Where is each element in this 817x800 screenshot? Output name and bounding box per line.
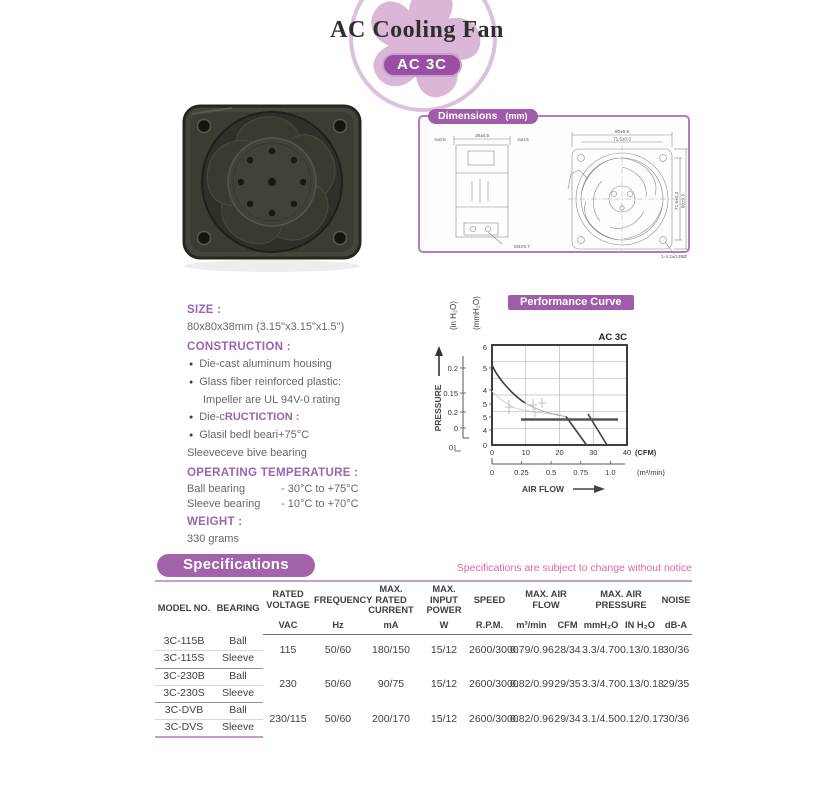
m3min-tick: 1.0 (605, 468, 616, 477)
product-details (187, 298, 437, 550)
mm-h2o-tick: 5 (482, 364, 487, 373)
specifications-note: Specifications are subject to change without notice (456, 562, 692, 574)
artifact-gray: Die-c (199, 411, 225, 424)
dim-side-screw: M4X0.7 (514, 244, 530, 249)
mm-h2o-tick: 5 (482, 413, 487, 422)
operating-row (187, 483, 437, 495)
cfm-cell: 29/34 (554, 712, 581, 725)
dim-side-right: 4±0.5 (517, 137, 529, 142)
voltage-cell: 230 (279, 678, 297, 691)
current-cell: 180/150 (372, 644, 410, 657)
unit-inh2o: IN H₂O (620, 618, 660, 634)
col-header-frequency: FREQUENCY (313, 581, 363, 618)
bearing-cell: Ball (213, 634, 263, 651)
pressure-axis-label: PRESSURE (433, 384, 443, 432)
noise-cell: 30/36 (662, 644, 690, 657)
unit-mmh2o: mmH₂O (582, 618, 620, 634)
cfm-tick: 20 (555, 448, 564, 457)
mm-h2o-tick: 5 (482, 400, 487, 409)
cfm-cell: 28/34 (554, 644, 581, 657)
cfm-tick: 40 (622, 448, 632, 457)
mm-h2o-tick: 4 (482, 386, 487, 395)
dim-front-outer-w: 80±0.5 (614, 129, 630, 134)
power-cell: 15/12 (430, 678, 458, 691)
unit-dba: dB-A (660, 618, 692, 634)
artifact-purple: RUCTICTION : (224, 411, 300, 424)
noise-cell: 30/36 (662, 712, 690, 725)
power-cell: 15/12 (430, 644, 458, 657)
dim-front-outer-h: 80±0.5 (680, 193, 686, 209)
m3min-tick: 0 (489, 468, 495, 477)
unit-cfm: CFM (553, 618, 582, 634)
bearing-type: Sleeve bearing (187, 497, 261, 510)
temperature-range: - 30°C to +75°C (281, 482, 359, 495)
speed-cell: 2600/3000 (469, 678, 519, 691)
unit-vac: VAC (263, 618, 313, 634)
performance-curve-chart (425, 288, 695, 503)
model-cell: 3C-115S (155, 651, 213, 668)
bearing-cell: Sleeve (213, 651, 263, 668)
speed-cell: 2600/3000 (469, 712, 519, 725)
dim-front-holes: 1-4.2±0.35Ø (661, 254, 687, 259)
inh2o-cell: 0.13/0.18 (620, 678, 664, 691)
header-row (155, 581, 692, 618)
m3min-cell: 0.82/0.96 (510, 712, 554, 725)
unit-hz: Hz (313, 618, 363, 634)
dimensions-panel (418, 110, 690, 259)
size-heading: SIZE : (187, 304, 222, 316)
table-row (155, 668, 692, 685)
performance-curve-badge: Performance Curve (508, 295, 634, 310)
voltage-cell: 115 (279, 644, 297, 657)
ghost-curve (492, 391, 561, 415)
voltage-cell: 230/115 (269, 712, 307, 725)
m3min-unit-label: (m³/min) (637, 468, 665, 477)
chart-model-label: AC 3C (598, 332, 627, 343)
inh2o-cell: 0.13/0.18 (620, 644, 664, 657)
dimensions-drawing (422, 123, 688, 259)
construction-item-text: Die-cast aluminum housing (199, 357, 332, 370)
inh2o-cell: 0.12/0.17 (620, 712, 664, 725)
pq-curve-dark (492, 365, 525, 403)
cfm-tick: 30 (589, 448, 598, 457)
col-header-pressure: MAX. AIR PRESSURE (582, 581, 660, 618)
bearing-cell: Ball (213, 702, 263, 719)
unit-in-h2o: (in H₂O) (449, 301, 458, 330)
airflow-axis-label: AIR FLOW (521, 484, 565, 494)
specifications-badge: Specifications (157, 554, 315, 577)
in-h2o-tick: 0 (453, 424, 458, 433)
m3min-cell: 0.82/0.99 (510, 678, 554, 691)
construction-note: Impeller are UL 94V-0 rating (203, 393, 341, 406)
in-h2o-tick: 0.2 (447, 364, 458, 373)
model-cell: 3C-115B (155, 634, 213, 651)
artifact-text (199, 410, 299, 425)
power-cell: 15/12 (430, 712, 458, 725)
col-header-speed: SPEED (469, 581, 510, 618)
construction-item (187, 375, 437, 390)
dimensions-unit: (mm) (505, 111, 528, 121)
m3min-tick: 0.75 (573, 468, 589, 477)
bearing-cell: Sleeve (213, 719, 263, 737)
in-h2o-tick: 0.2 (447, 408, 458, 417)
col-header-bearing: BEARING (213, 581, 263, 634)
mm-h2o-tick: 0 (482, 441, 487, 450)
bearing-cell: Ball (213, 668, 263, 685)
col-header-noise: NOISE (660, 581, 692, 618)
dim-front-inner-h: 71.5±0.3 (674, 192, 679, 210)
col-header-voltage: RATED VOLTAGE (263, 581, 313, 618)
fan-logo-icon (323, 0, 523, 100)
current-cell: 200/170 (372, 712, 410, 725)
bullet-icon: ● (189, 360, 194, 368)
col-header-airflow: MAX. AIR FLOW (510, 581, 582, 618)
scan-artifact-line: Sleeveceve bive bearing (187, 447, 307, 460)
page-title: AC Cooling Fan (330, 17, 504, 43)
scan-artifact-line (187, 410, 437, 425)
mmh2o-cell: 3.3/4.70 (582, 644, 620, 657)
unit-rpm: R.P.M. (469, 618, 510, 634)
current-cell: 90/75 (377, 678, 405, 691)
model-cell: 3C-230B (155, 668, 213, 685)
m3min-tick: 0.25 (514, 468, 529, 477)
unit-m3min: m³/min (510, 618, 553, 634)
bullet-icon: ● (189, 432, 194, 440)
scan-artifact-line (187, 428, 437, 443)
model-badge: AC 3C (382, 53, 462, 77)
bullet-icon: ● (189, 414, 194, 422)
unit-w: W (419, 618, 469, 634)
unit-ma: mA (363, 618, 419, 634)
specifications-table (155, 580, 692, 738)
table-row (155, 634, 692, 651)
col-header-model: MODEL NO. (155, 581, 213, 634)
dim-side-left: 4±0.5 (434, 137, 446, 142)
unit-mm-h2o: (mmH₂O) (472, 296, 481, 330)
frequency-cell: 50/60 (324, 678, 352, 691)
size-value: 80x80x38mm (3.15"x3.15"x1.5") (187, 321, 345, 333)
table-row (155, 702, 692, 719)
cfm-cell: 29/35 (554, 678, 581, 691)
bullet-icon: ● (189, 378, 194, 386)
mmh2o-cell: 3.1/4.50 (582, 712, 620, 725)
cfm-unit-label: (CFM) (635, 448, 657, 457)
mm-h2o-tick: 6 (482, 343, 487, 352)
mmh2o-cell: 3.3/4.70 (582, 678, 620, 691)
bearing-type: Ball bearing (187, 482, 246, 495)
dim-front-inner-w: 71.5±0.3 (613, 136, 631, 142)
model-cell: 3C-230S (155, 685, 213, 702)
artifact-text: Glasil bedl beari+75°C (199, 429, 310, 442)
cfm-tick: 10 (521, 448, 530, 457)
bearing-cell: Sleeve (213, 685, 263, 702)
construction-heading: CONSTRUCTION : (187, 340, 291, 353)
col-header-power: MAX. INPUT POWER (419, 581, 469, 618)
dimensions-label: Dimensions (438, 110, 498, 122)
fan-product-photo (172, 96, 372, 274)
speed-cell: 2600/3000 (469, 644, 519, 657)
model-cell: 3C-DVB (155, 702, 213, 719)
performance-curve-panel (425, 288, 695, 508)
weight-heading: WEIGHT : (187, 515, 243, 528)
dim-side-top: 38±0.5 (474, 133, 490, 138)
dimensions-badge (428, 109, 538, 124)
temperature-range: - 10°C to +70°C (281, 497, 359, 510)
weight-value: 330 grams (187, 532, 239, 545)
operating-heading: OPERATING TEMPERATURE : (187, 466, 359, 479)
noise-cell: 29/35 (662, 678, 690, 691)
operating-row (187, 498, 437, 510)
model-cell: 3C-DVS (155, 719, 213, 737)
in-h2o-tick: 0.15 (443, 389, 458, 398)
frequency-cell: 50/60 (324, 712, 352, 725)
mm-h2o-tick: 4 (482, 426, 487, 435)
cfm-tick: 0 (489, 448, 495, 457)
in-h2o-tick: 0 (448, 443, 453, 452)
frequency-cell: 50/60 (324, 644, 352, 657)
construction-item-text: Glass fiber reinforced plastic: (199, 375, 342, 388)
m3min-cell: 0.79/0.96 (510, 644, 554, 657)
construction-item (187, 357, 437, 372)
col-header-current: MAX. RATED CURRENT (363, 581, 419, 618)
m3min-tick: 0.5 (545, 468, 557, 477)
